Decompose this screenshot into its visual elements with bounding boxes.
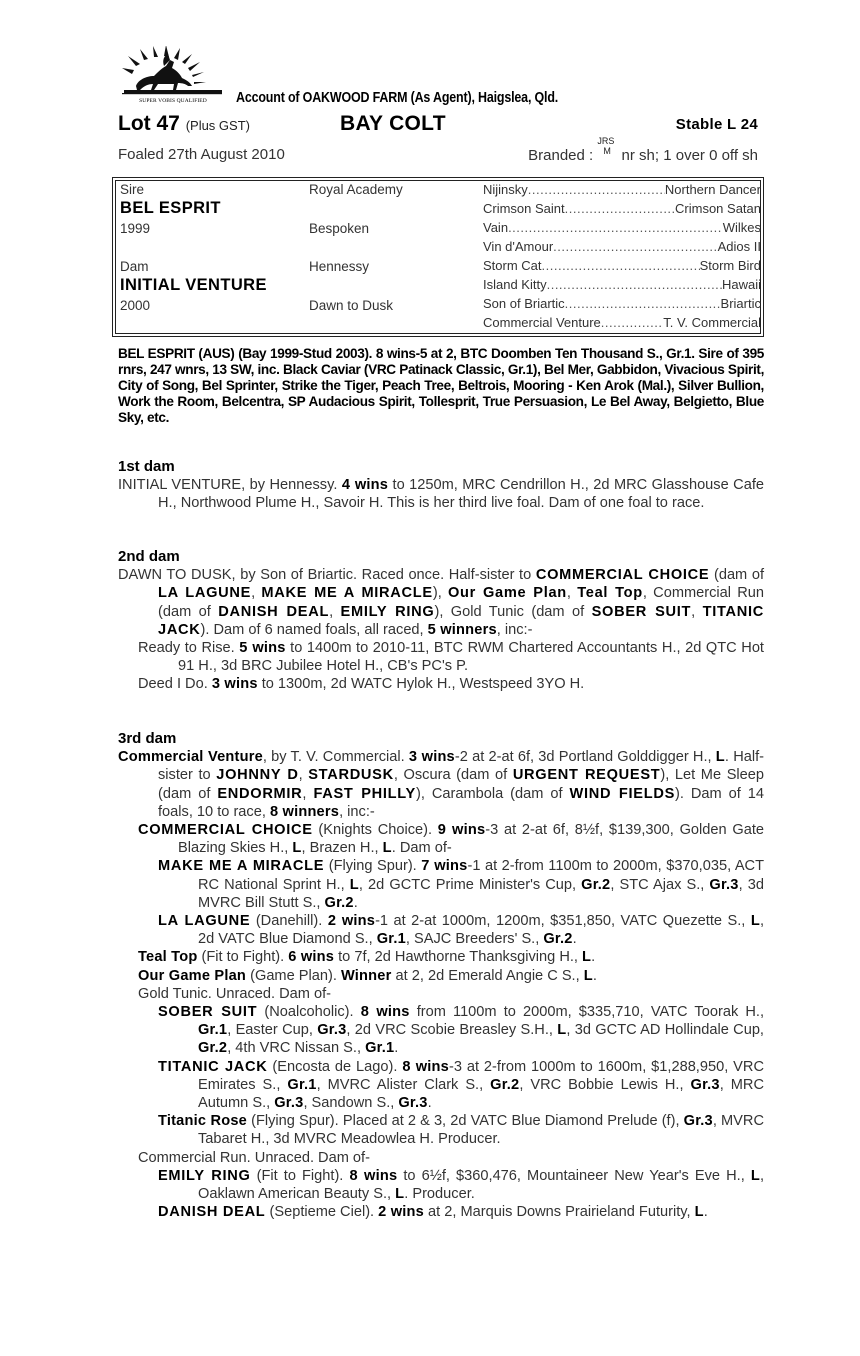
stable-location: Stable L 24	[675, 116, 758, 133]
sire-label: Sire	[120, 182, 145, 197]
brand-detail: nr sh; 1 over 0 off sh	[621, 147, 758, 164]
ggp-row	[483, 201, 761, 216]
ggp-name: Vin d'Amour	[483, 239, 554, 254]
text: ,	[691, 603, 703, 620]
text: -3 at 2-at 6f, 8½f, $139,300, Golden Gate Blazing Skies H.,	[178, 822, 765, 857]
emphasis: Gr.1	[198, 1022, 228, 1039]
emphasis: Teal Top	[577, 585, 643, 602]
emphasis: L	[715, 749, 725, 766]
ggp-row	[483, 315, 761, 330]
text: , by T. V. Commercial.	[262, 749, 409, 766]
dot-leader	[547, 277, 722, 292]
text: -1 at 2-at 1000m, 1200m, $351,850, VATC Quezette S.,	[375, 913, 751, 930]
text: ,	[566, 585, 578, 602]
progeny-entry: Commercial Run. Unraced. Dam of-	[138, 1149, 370, 1166]
progeny-entry: Gold Tunic. Unraced. Dam of-	[138, 985, 332, 1002]
text: , Oaklawn American Beauty S.,	[198, 1167, 764, 1203]
granddam-paternal: Bespoken	[309, 221, 370, 236]
text: , inc:-	[496, 621, 533, 638]
dot-leader	[528, 182, 665, 197]
text: , MVRC Alister Clark S.,	[316, 1076, 491, 1093]
dam-entry	[118, 566, 764, 639]
emphasis: L	[349, 876, 359, 893]
text: DAWN TO DUSK, by Son of Briartic. Raced once. Half-sister to	[118, 567, 536, 584]
foaled-date: Foaled 27th August 2010	[118, 146, 285, 163]
brand-bottom: M	[603, 146, 611, 156]
emphasis: Gr.3	[274, 1095, 304, 1112]
emphasis: MAKE ME A MIRACLE	[158, 858, 325, 875]
emphasis: 5 winners	[427, 621, 497, 638]
emphasis: Gr.2	[324, 894, 354, 911]
text: .	[353, 894, 358, 911]
progeny-entry	[158, 1112, 764, 1148]
text: ), Carambola (dam of	[415, 785, 570, 802]
text: ,	[298, 767, 309, 784]
emphasis: Gr.3	[690, 1076, 720, 1093]
text: (Knights Choice).	[312, 822, 438, 839]
third-dam-section	[118, 730, 764, 1221]
text: , Brazen H.,	[301, 840, 383, 857]
emphasis: L	[694, 1204, 704, 1221]
progeny-entry	[158, 912, 764, 948]
text: (Flying Spur). Placed at 2 & 3, 2d VATC Blue Diamond Prelude (f),	[246, 1113, 684, 1130]
emphasis: COMMERCIAL CHOICE	[138, 822, 313, 839]
text: ,	[329, 603, 341, 620]
brand-top: JRS	[597, 136, 615, 146]
progeny-entry	[138, 967, 764, 985]
emphasis: Our Game Plan	[138, 967, 247, 984]
ggp-row	[483, 239, 761, 254]
ggp-sire: T. V. Commercial	[663, 315, 761, 330]
progeny-entry	[158, 1203, 764, 1221]
text: to 1400m to 2010-11, BTC RWM Chartered Accountants H., 2d QTC Hot 91 H., 3d BRC Jubilee Hotel H., CB's PC's P.	[178, 640, 764, 675]
ggp-sire: Northern Dancer	[664, 182, 761, 197]
horse-sunburst-logo-icon	[118, 46, 228, 100]
text: , Commercial Run (dam of	[158, 585, 765, 620]
ggp-name: Vain	[483, 220, 509, 235]
emphasis: 2 wins	[378, 1204, 424, 1221]
lot-header	[118, 112, 764, 138]
emphasis: 8 wins	[349, 1167, 398, 1184]
pedigree-table	[112, 177, 764, 337]
dot-leader	[553, 239, 717, 254]
emphasis: 4 wins	[341, 477, 389, 494]
emphasis: 8 winners	[269, 803, 340, 820]
emphasis: LA LAGUNE	[158, 913, 251, 930]
emphasis: L	[750, 913, 760, 930]
text: , STC Ajax S.,	[610, 876, 710, 893]
text: , 3d GCTC AD Hollindale Cup,	[566, 1022, 764, 1039]
section-heading: 1st dam	[118, 458, 175, 475]
emphasis: URGENT REQUEST	[512, 767, 661, 784]
text: , SAJC Breeders' S.,	[405, 931, 544, 948]
emphasis: 5 wins	[239, 640, 286, 657]
lot-label: Lot 47	[118, 112, 180, 135]
text: (dam of	[709, 567, 764, 584]
dot-leader	[601, 315, 663, 330]
emphasis: SOBER SUIT	[158, 1004, 258, 1021]
emphasis: Gr.2	[581, 876, 611, 893]
progeny-entry	[138, 639, 764, 675]
text: to 1250m, MRC Cendrillon H., 2d MRC Glasshouse Cafe H., Northwood Plume H., Savoir H. This is her third live foal. Dam of one foal to race.	[158, 477, 764, 512]
section-heading: 3rd dam	[118, 730, 177, 747]
dot-leader	[565, 296, 721, 311]
emphasis: 8 wins	[360, 1004, 410, 1021]
branded-label: Branded :	[528, 147, 594, 164]
text: (Septieme Ciel).	[265, 1204, 379, 1221]
emphasis: 3 wins	[408, 749, 455, 766]
ggp-sire: Crimson Satan	[675, 201, 761, 216]
ggp-name: Nijinsky	[483, 182, 528, 197]
text: (Encosta de Lago).	[267, 1058, 403, 1075]
text: , Oscura (dam of	[393, 767, 513, 784]
emphasis: ENDORMIR	[217, 785, 303, 802]
grandsire-maternal: Hennessy	[309, 259, 370, 274]
text: (Game Plan).	[246, 967, 341, 984]
emphasis: MAKE ME A MIRACLE	[261, 585, 433, 602]
lot-number	[118, 112, 250, 136]
ggp-row	[483, 258, 761, 273]
emphasis: SOBER SUIT	[591, 603, 692, 620]
progeny-entry	[138, 821, 764, 857]
ggp-row	[483, 296, 761, 311]
ggp-sire: Storm Bird	[699, 258, 761, 273]
text: Deed I Do.	[138, 676, 212, 693]
emphasis: L	[557, 1022, 567, 1039]
text: (Flying Spur).	[324, 858, 422, 875]
horse-description: BAY COLT	[340, 112, 446, 135]
emphasis: L	[583, 967, 593, 984]
emphasis: DANISH DEAL	[158, 1204, 266, 1221]
sire-year: 1999	[120, 221, 151, 236]
text: ,	[251, 585, 262, 602]
text: to 6½f, $360,476, Mountaineer New Year's Eve H.,	[397, 1167, 751, 1184]
first-dam-section	[118, 458, 764, 513]
sire-summary: BEL ESPRIT (AUS) (Bay 1999-Stud 2003). 8 wins-5 at 2, BTC Doomben Ten Thousand S., Gr.1. Sire of 395 rnrs, 247 wnrs, 13 SW, inc. Black Caviar (VRC Patinack Classic, Gr.1), Bel Mer, Gabbidon, Vivacious Spirit, City of Song, Bel Sprinter, Strike the Tiger, Peach Tree, Beltrois, Mooring - Ken Arok (Mal.), Silver Bullion, Work the Room, Belcentra, SP Audacious Spirit, Tollesprit, True Persuasion, Le Bel Away, Belgietto, Blue Sky, etc.	[118, 346, 764, 425]
emphasis: Gr.1	[287, 1076, 317, 1093]
emphasis: DANISH DEAL	[218, 603, 330, 620]
emphasis: L	[292, 840, 302, 857]
progeny-entry	[138, 675, 764, 693]
text: at 2, Marquis Downs Prairieland Futurity,	[423, 1204, 695, 1221]
text: to 7f, 2d Hawthorne Thanksgiving H.,	[334, 949, 583, 966]
text: INITIAL VENTURE, by Hennessy.	[118, 477, 342, 494]
text: ), Let Me Sleep (dam of	[158, 767, 765, 802]
text: ). Dam of 14 foals, 10 to race,	[158, 785, 765, 820]
text: , 2d VATC Blue Diamond S.,	[198, 913, 765, 948]
text: from 1100m to 2000m, $335,710, VATC Toorak H.,	[409, 1004, 765, 1021]
emphasis: Titanic Rose	[158, 1113, 247, 1130]
text: , Sandown S.,	[303, 1095, 399, 1112]
emphasis: Gr.3	[317, 1022, 347, 1039]
dam-label: Dam	[120, 259, 149, 274]
emphasis: TITANIC JACK	[158, 603, 765, 638]
text: .	[591, 949, 596, 966]
pedigree-inner-border	[115, 180, 761, 334]
emphasis: WIND FIELDS	[569, 785, 676, 802]
progeny-entry	[158, 857, 764, 912]
text: , 2d GCTC Prime Minister's Cup,	[358, 876, 582, 893]
text: to 1300m, 2d WATC Hylok H., Westspeed 3YO H.	[257, 676, 585, 693]
emphasis: Gr.1	[365, 1040, 395, 1057]
text: . Half-sister to	[158, 749, 765, 784]
text: ),	[432, 585, 448, 602]
text: ), Gold Tunic (dam of	[434, 603, 592, 620]
text: (Fit to Fight).	[250, 1167, 350, 1184]
emphasis: Gr.2	[543, 931, 573, 948]
ggp-row	[483, 277, 761, 292]
ggp-row	[483, 220, 761, 235]
text: (Danehill).	[250, 913, 328, 930]
grandsire-paternal: Royal Academy	[309, 182, 403, 197]
text: , VRC Bobbie Lewis H.,	[519, 1076, 691, 1093]
ggp-name: Son of Briartic	[483, 296, 565, 311]
emphasis: Gr.3	[683, 1113, 713, 1130]
emphasis: L	[382, 840, 392, 857]
ggp-name: Crimson Saint	[483, 201, 565, 216]
ggp-sire: Wilkes	[722, 220, 761, 235]
sire-name: BEL ESPRIT	[120, 199, 221, 217]
ggp-sire: Briartic	[720, 296, 761, 311]
brand-info	[528, 136, 758, 164]
text: , inc:-	[339, 803, 375, 820]
ggp-sire: Adios II	[717, 239, 761, 254]
emphasis: Gr.1	[376, 931, 406, 948]
section-heading: 2nd dam	[118, 548, 180, 565]
text: . Dam of-	[391, 840, 452, 857]
text: .	[427, 1095, 432, 1112]
emphasis: EMILY RING	[158, 1167, 251, 1184]
emphasis: 2 wins	[327, 913, 376, 930]
dot-leader	[542, 258, 700, 273]
text: , MRC Autumn S.,	[198, 1076, 765, 1112]
progeny-entry	[158, 1003, 764, 1058]
emphasis: LA LAGUNE	[158, 585, 252, 602]
vendor-account: Account of OAKWOOD FARM (As Agent), Haigslea, Qld.	[236, 90, 559, 106]
text: -2 at 2-at 6f, 3d Portland Golddigger H.,	[454, 749, 716, 766]
second-dam-section	[118, 548, 764, 694]
progeny-entry	[158, 1058, 764, 1113]
brand-mark	[597, 136, 617, 160]
emphasis: FAST PHILLY	[313, 785, 416, 802]
dot-leader	[508, 220, 723, 235]
emphasis: L	[582, 949, 592, 966]
emphasis: TITANIC JACK	[158, 1058, 268, 1075]
text: ). Dam of 6 named foals, all raced,	[200, 621, 428, 638]
dam-entry	[118, 476, 764, 512]
lot-gst-note: (Plus GST)	[185, 118, 250, 133]
dot-leader	[565, 201, 675, 216]
ggp-sire: Hawaii	[721, 277, 761, 292]
emphasis: 6 wins	[288, 949, 335, 966]
stud-logo	[118, 46, 228, 106]
text: , 3d MVRC Bill Stutt S.,	[198, 876, 764, 911]
granddam-maternal: Dawn to Dusk	[309, 298, 394, 313]
emphasis: EMILY RING	[340, 603, 435, 620]
emphasis: COMMERCIAL CHOICE	[535, 567, 710, 584]
text: ,	[302, 785, 314, 802]
text: , 4th VRC Nissan S.,	[227, 1040, 366, 1057]
emphasis: 7 wins	[421, 858, 468, 875]
emphasis: 3 wins	[211, 676, 258, 693]
text: at 2, 2d Emerald Angie C S.,	[391, 967, 584, 984]
logo-caption: SUPER VOBIS QUALIFIED	[139, 98, 207, 104]
text: (Noalcoholic).	[257, 1004, 361, 1021]
text: .	[572, 931, 577, 948]
text: . Producer.	[404, 1186, 475, 1203]
emphasis: Gr.3	[398, 1095, 428, 1112]
emphasis: Teal Top	[138, 949, 198, 966]
emphasis: Gr.3	[709, 876, 739, 893]
text: -1 at 2-from 1100m to 2000m, $370,035, ACT RC National Sprint H.,	[198, 858, 765, 893]
text: Ready to Rise.	[138, 640, 240, 657]
text: .	[394, 1040, 399, 1057]
emphasis: Gr.2	[198, 1040, 228, 1057]
text: , 2d VRC Scobie Breasley S.H.,	[346, 1022, 558, 1039]
emphasis: 9 wins	[437, 822, 486, 839]
dam-year: 2000	[120, 298, 151, 313]
emphasis: STARDUSK	[308, 767, 394, 784]
ggp-name: Storm Cat	[483, 258, 542, 273]
emphasis: Winner	[340, 967, 392, 984]
progeny-entry	[138, 948, 764, 966]
ggp-row	[483, 182, 761, 197]
text: .	[703, 1204, 708, 1221]
ggp-name: Island Kitty	[483, 277, 547, 292]
text: (Fit to Fight).	[197, 949, 289, 966]
emphasis: JOHNNY D	[216, 767, 299, 784]
text: .	[592, 967, 597, 984]
emphasis: Gr.2	[490, 1076, 520, 1093]
emphasis: L	[750, 1167, 760, 1184]
dam-name: INITIAL VENTURE	[120, 276, 267, 294]
emphasis: Our Game Plan	[448, 585, 567, 602]
text: , Easter Cup,	[227, 1022, 318, 1039]
emphasis: L	[395, 1186, 405, 1203]
dam-entry	[118, 748, 764, 821]
ggp-name: Commercial Venture	[483, 315, 601, 330]
text: -3 at 2-from 1000m to 1600m, $1,288,950, VRC Emirates S.,	[198, 1058, 764, 1093]
emphasis: Commercial Venture	[118, 749, 263, 766]
progeny-entry	[158, 1167, 764, 1203]
text: , MVRC Tabaret H., 3d MVRC Meadowlea H. Producer.	[198, 1113, 764, 1148]
emphasis: 8 wins	[402, 1058, 449, 1075]
